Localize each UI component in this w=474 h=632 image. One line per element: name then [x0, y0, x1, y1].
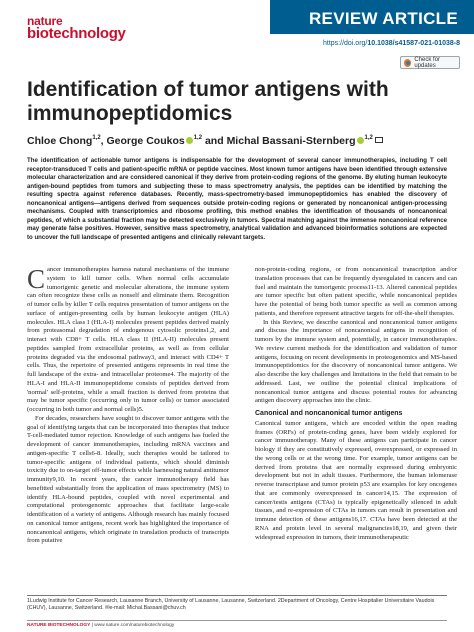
author-list: Chloe Chong$^{1,2}$, George Coukos $^{1,2}$ and Michal Bassani-Sternberg $^{1,2}$	[27, 135, 383, 147]
drop-cap: C	[27, 264, 46, 294]
body-column-right	[255, 266, 457, 542]
doi-prefix: https://doi.org/	[323, 40, 368, 47]
body-paragraph: non-protein-coding regions, or from noncanonical transcription and/or translation processes that can be frequently dysregulated in cancers and can fuel and maintain the tumorigenic process11-13. Altered canonical peptides are tumor specific but often patient specific, while noncanonical peptides have the potential of being both tumor specific as well as common among patients, and therefore represent attractive targets for off-the-shelf therapies.	[255, 266, 457, 317]
body-paragraph: In this Review, we describe canonical and noncanonical tumor antigens and discuss the importance of noncanonical antigens in recognition of tumors by the immune system and, potentially, in cancer immunotherapies. We review current methods for the identification and validation of tumor antigens, focusing on recent developments in proteogenomics and MS-based immunopeptidomics for the discovery of noncanonical tumor antigens. We also describe the key challenges and limitations in the field that remain to be addressed. Last, we outline the potential clinical implications of noncanonical tumor antigens and discuss potential routes for advancing antigen discovery approaches into the clinic.	[255, 318, 457, 405]
author-name[interactable]: George Coukos	[106, 135, 185, 147]
author-name[interactable]: Michal Bassani-Sternberg	[226, 135, 356, 147]
footer-journal: NATURE BIOTECHNOLOGY	[27, 623, 91, 628]
orcid-icon[interactable]	[186, 137, 193, 144]
article-title: Identification of tumor antigens with immunopeptidomics	[27, 78, 389, 125]
author-affiliation: 1,2	[92, 135, 101, 141]
affiliations-footnote: 1Ludwig Institute for Cancer Research, Lausanne Branch, University of Lausanne, Lausanne, Switzerland. 2Department of Oncology, Centre Hospitalier Universitaire Vaudois (CHUV), Lausanne, Switzerland. ✉e-mail: Michal.Bassani@chuv.ch	[27, 598, 435, 611]
body-column-left	[27, 266, 229, 546]
check-updates-button[interactable]	[400, 56, 460, 69]
orcid-icon[interactable]	[357, 137, 364, 144]
footnote-divider	[27, 595, 447, 596]
check-updates-icon	[404, 59, 411, 67]
journal-logo-line1: nature	[27, 14, 63, 28]
footer-url[interactable]: | www.nature.com/naturebiotechnology	[90, 623, 175, 628]
footer-divider	[27, 620, 447, 621]
check-updates-label: Check for updates	[414, 56, 441, 69]
article-type-banner	[270, 0, 474, 34]
page-footer	[27, 623, 447, 628]
section-heading: Canonical and noncanonical tumor antigens	[255, 410, 403, 417]
body-paragraph	[27, 266, 229, 415]
author-name[interactable]: Chloe Chong	[27, 135, 93, 147]
journal-logo[interactable]	[27, 15, 126, 40]
doi-link[interactable]	[323, 40, 460, 47]
doi-value: 10.1038/s41587-021-01038-8	[367, 40, 460, 47]
abstract: The identification of actionable tumor antigens is indispensable for the development of several cancer immunotherapies, including T cell receptor-transduced T cells and patient-specific mRNA or peptide vaccines. Most known tumor antigens have been identified through extensive molecular characterization and are considered canonical if they derive from protein-coding regions of the genome. By eluting human leukocyte antigen-bound peptides from tumors and subjecting these to mass spectrometry analysis, the peptides can be identified by matching the resulting spectra against reference databases. Recently, mass-spectrometry-based immunopeptidomics has enabled the discovery of noncanonical antigens—antigens derived from sequences outside protein-coding regions or generated by noncanonical antigen-processing mechanisms. Coupled with transcriptomics and ribosome profiling, this method enables the identification of thousands of noncanonical peptides, of which a substantial fraction may be detected exclusively in tumors. Spectral matching against the immense noncanonical reference may generate false positives. However, sensitive mass spectrometry, analytical validation and advanced bioinformatics solutions are expected to uncover the full landscape of presented antigens and clinically relevant targets.	[27, 157, 447, 241]
body-paragraph: For decades, researchers have sought to discover tumor antigens with the goal of identifying targets that can be incorporated into therapies that induce T-cell-mediated tumor rejection. Knowledge of such antigens has fueled the development of cancer immunotherapies, including mRNA vaccines and antigen-specific T cells6-8. Ideally, such therapies would be tailored to tumor-specific antigens of individual patients, which should diminish toxicity due to on-target off-tumor effects while harnessing natural antitumor immunity9,10. In recent years, the cancer immunotherapy field has benefitted substantially from the application of mass spectrometry (MS) to identify HLA-bound peptides, coupled with novel experimental and computational proteogenomic approaches that facilitate large-scale identification of a variety of antigens. Although research has mainly focused on canonical tumor antigens, recent work has highlighted the importance of noncanonical antigens, which originate in translation products of transcripts from putative	[27, 414, 229, 545]
author-affiliation: 1,2	[193, 135, 203, 141]
body-paragraph: Canonical tumor antigens, which are encoded within the open reading frames (ORFs) of protein-coding genes, have been widely explored for cancer immunotherapy. Many of these antigens can participate in cancer biology if they are constitutively expressed, overexpressed, or expressed in the wrong cells or at the wrong time. For example, tumor antigens can be derived from proteins that are normally expressed during embryonic development but not in adult tissues. Furthermore, the human telomerase reverse transcriptase and tumor protein p53 are examples for key oncogenes that are commonly overexpressed in cancer14,15. The expression of cancer/testis antigens (CTAs) is typically epigenetically silenced in adult tissues, and re-expression of CTAs in tumors can result in presentation and immune detection of these antigens16,17. CTAs have been detected at the RNA and protein level in several malignancies18,19, and given their widespread expression in tumors, their immunotherapeutic	[255, 419, 457, 541]
article-type-label: REVIEW ARTICLE	[308, 9, 458, 28]
author-affiliation: 1,2	[364, 135, 373, 141]
journal-logo-line2: biotechnology	[27, 25, 126, 42]
body-text: ancer immunotherapies harness natural mechanisms of the immune system to kill tumor cells. When normal cells accumulate tumorigenic genetic and molecular alterations, the immune system can often recognize these cells as nonself and eliminate them. Recognition of tumor cells by killer T cells requires presentation of tumor antigens on the surface of antigen-presenting cells by human leukocyte antigen (HLA) molecules. HLA class I (HLA-I) molecules present peptides derived mainly from proteasomal degradation of endogenous cytosolic proteins1,2, and interact with CD8+ T cells. HLA class II (HLA-II) molecules present peptides sampled from extracellular proteins, as well as from cellular proteins degraded via the endosomal pathway3, and interact with CD4+ T cells. Thus, the repertoire of presented antigens represents in real time the full landscape of the extra- and intracellular proteome4. The majority of the HLA-I and HLA-II immunopeptidome consists of peptides derived from 'normal' self-proteins, while a small fraction is derived from proteins that may be tumor specific (occurring only in tumor cells) or tumor associated (occurring in both tumor and normal cells)5.	[27, 266, 229, 413]
email-icon[interactable]	[375, 137, 383, 143]
header	[0, 0, 474, 56]
